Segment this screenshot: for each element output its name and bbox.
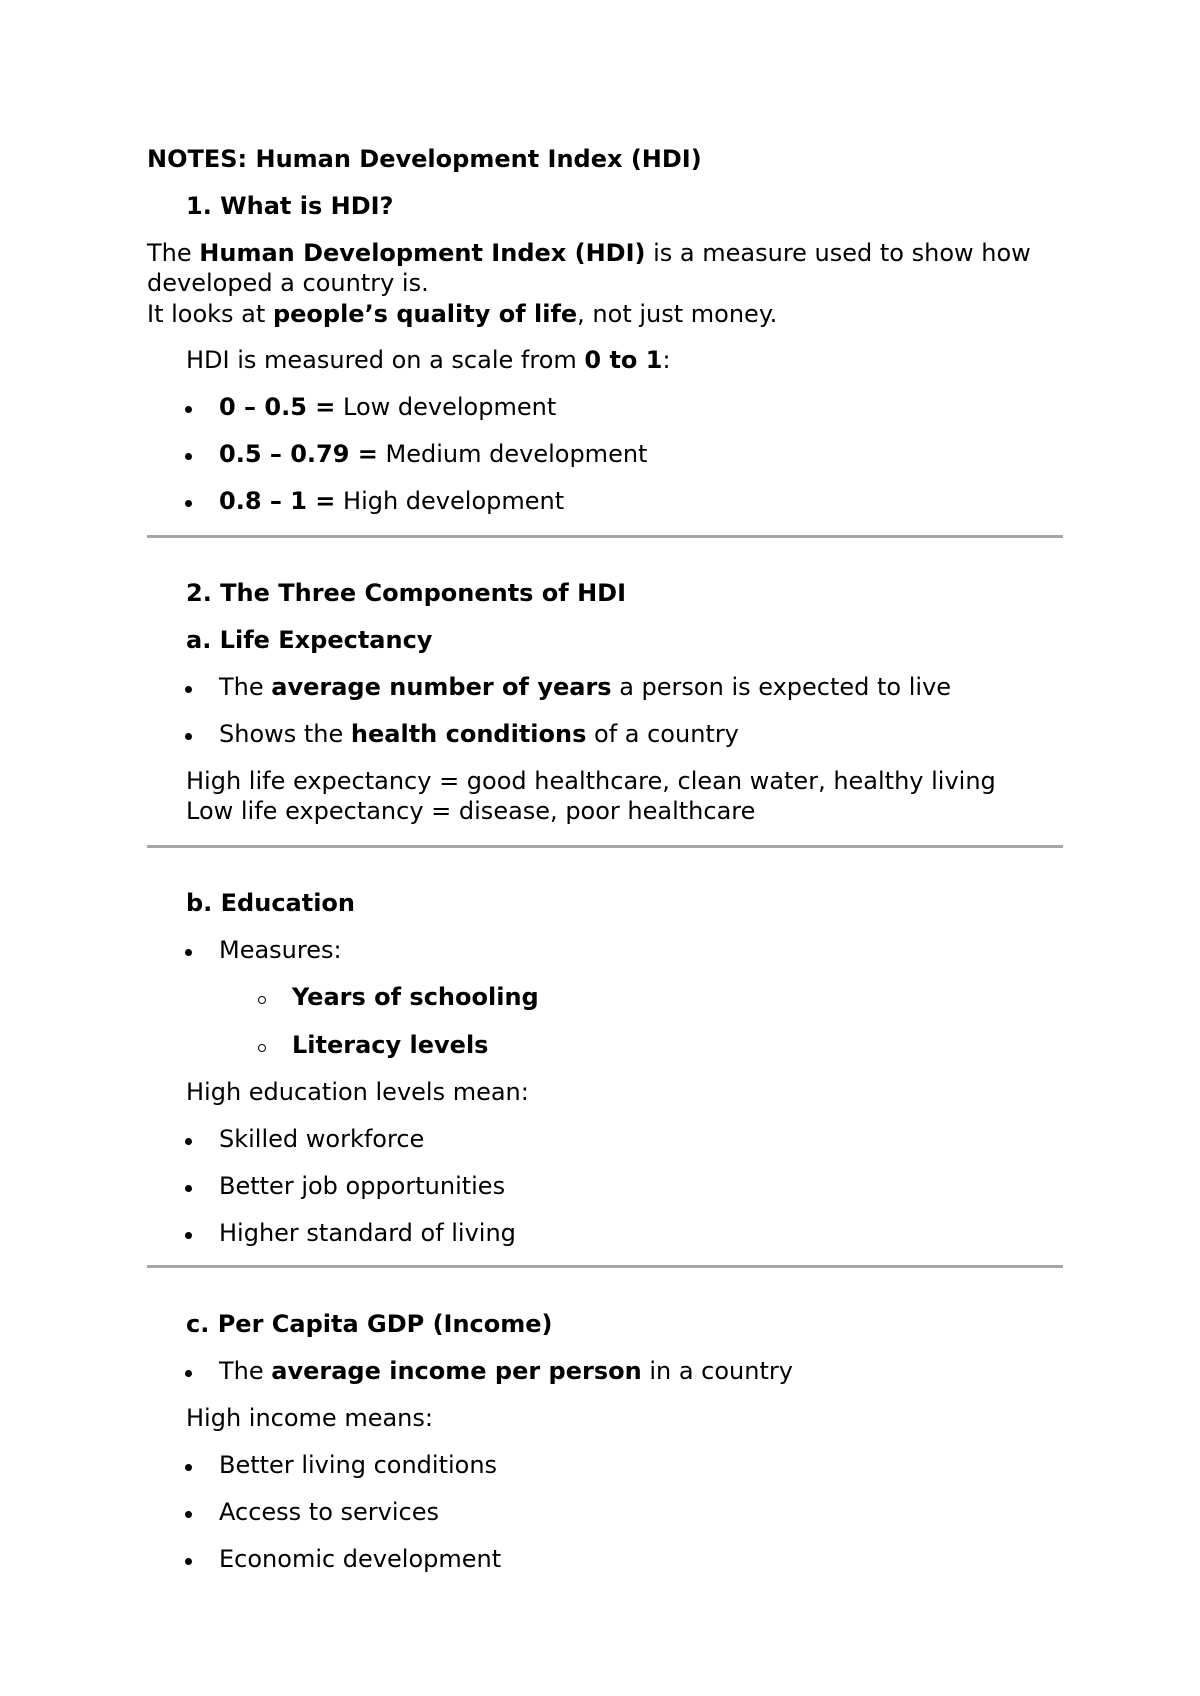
- note-line: High income means:: [186, 1404, 433, 1432]
- bullet-icon: [185, 500, 192, 507]
- note-line: High education levels mean:: [186, 1078, 529, 1106]
- list-item: The average number of years a person is expected to live: [219, 673, 952, 701]
- bullet-icon: [185, 1232, 192, 1239]
- bullet-icon: [185, 733, 192, 740]
- list-item: 0 – 0.5 = Low development: [219, 393, 557, 421]
- paragraph: It looks at people’s quality of life, not just money.: [147, 300, 778, 328]
- section-heading: 2. The Three Components of HDI: [186, 579, 627, 607]
- list-item: Better living conditions: [219, 1451, 498, 1479]
- sub-list-item: Years of schooling: [292, 983, 539, 1011]
- list-item: Skilled workforce: [219, 1125, 425, 1153]
- bullet-icon: [185, 453, 192, 460]
- list-item: Better job opportunities: [219, 1172, 506, 1200]
- bullet-icon: [185, 1464, 192, 1471]
- note-line: High life expectancy = good healthcare, clean water, healthy living: [186, 767, 996, 795]
- bullet-icon: [185, 1185, 192, 1192]
- circle-bullet-icon: [258, 1044, 266, 1052]
- subsection-heading: c. Per Capita GDP (Income): [186, 1310, 553, 1338]
- list-item: The average income per person in a country: [219, 1357, 793, 1385]
- sub-list-item: Literacy levels: [292, 1031, 489, 1059]
- horizontal-rule: [147, 845, 1063, 848]
- list-item: Shows the health conditions of a country: [219, 720, 739, 748]
- paragraph-continued: developed a country is.: [147, 269, 429, 297]
- bullet-icon: [185, 949, 192, 956]
- list-item: Access to services: [219, 1498, 439, 1526]
- list-item: Measures:: [219, 936, 342, 964]
- bullet-icon: [185, 686, 192, 693]
- paragraph: The Human Development Index (HDI) is a measure used to show how: [147, 239, 1031, 267]
- horizontal-rule: [147, 535, 1063, 538]
- bullet-icon: [185, 1138, 192, 1145]
- list-item: 0.8 – 1 = High development: [219, 487, 565, 515]
- note-line: Low life expectancy = disease, poor healthcare: [186, 797, 756, 825]
- scale-text: HDI is measured on a scale from 0 to 1:: [186, 346, 671, 374]
- list-item: Higher standard of living: [219, 1219, 516, 1247]
- page-title: NOTES: Human Development Index (HDI): [147, 145, 702, 173]
- subsection-heading: a. Life Expectancy: [186, 626, 433, 654]
- bullet-icon: [185, 1558, 192, 1565]
- bullet-icon: [185, 1370, 192, 1377]
- horizontal-rule: [147, 1265, 1063, 1268]
- list-item: 0.5 – 0.79 = Medium development: [219, 440, 648, 468]
- bullet-icon: [185, 1511, 192, 1518]
- bullet-icon: [185, 406, 192, 413]
- circle-bullet-icon: [258, 996, 266, 1004]
- section-heading: 1. What is HDI?: [186, 192, 394, 220]
- subsection-heading: b. Education: [186, 889, 356, 917]
- list-item: Economic development: [219, 1545, 502, 1573]
